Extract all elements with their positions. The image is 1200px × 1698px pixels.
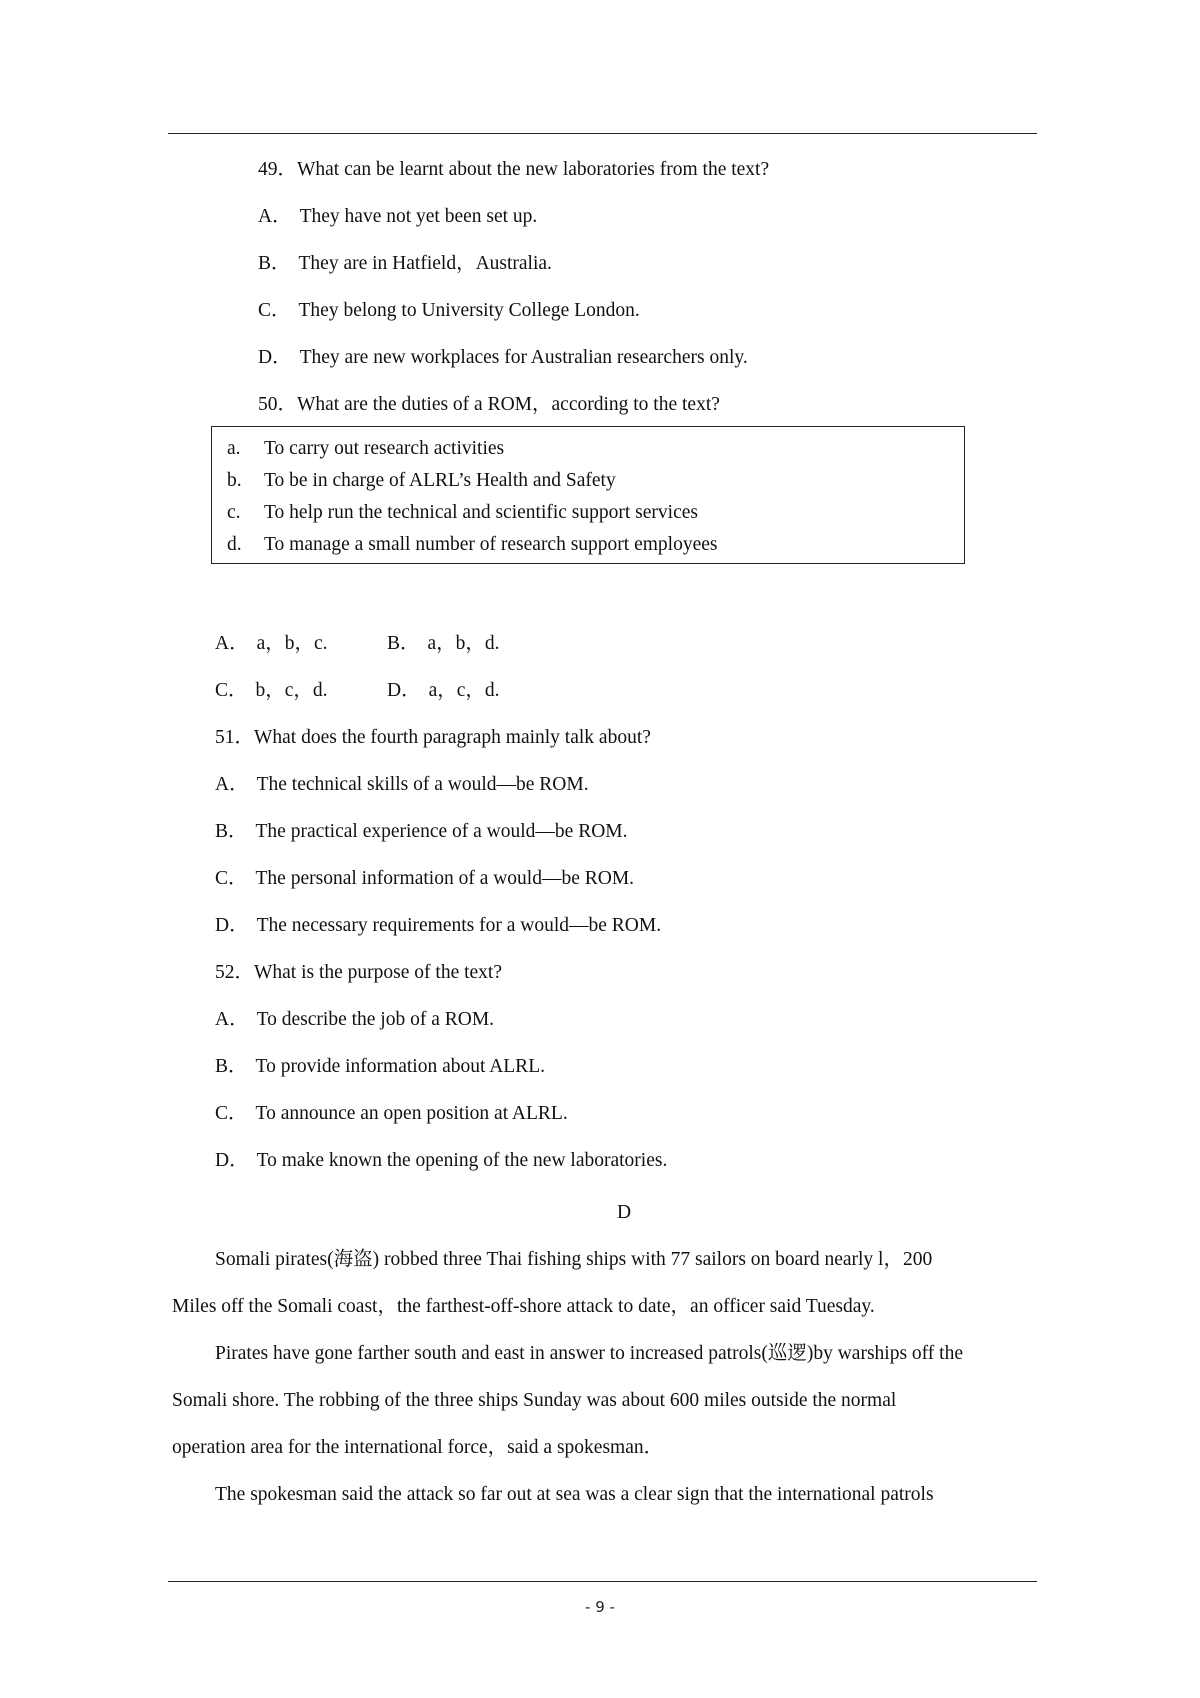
option-text: They are new workplaces for Australian researchers only. bbox=[299, 347, 748, 368]
question-51-option-d bbox=[215, 914, 661, 938]
question-50-stem: 50．What are the duties of a ROM，according to the text? bbox=[258, 394, 720, 415]
duty-label: d. bbox=[227, 534, 242, 555]
option-text: They are in Hatfield，Australia. bbox=[298, 253, 552, 274]
option-label: D． bbox=[215, 1150, 249, 1171]
option-label: A． bbox=[215, 774, 249, 795]
duty-item-a bbox=[227, 437, 504, 461]
question-49-option-c bbox=[258, 299, 640, 323]
duty-item-c bbox=[227, 501, 698, 525]
option-label: B． bbox=[215, 1056, 248, 1077]
question-51-option-a bbox=[215, 773, 589, 797]
option-label: C． bbox=[215, 680, 248, 701]
question-50-options-row-1 bbox=[215, 632, 559, 656]
question-50-option-b bbox=[387, 632, 559, 656]
question-51-option-b bbox=[215, 820, 628, 844]
duty-item-d bbox=[227, 533, 717, 557]
duty-text: To help run the technical and scientific support services bbox=[264, 502, 698, 523]
option-text: b，c，d. bbox=[255, 680, 328, 701]
option-text: The personal information of a would—be ROM. bbox=[255, 868, 635, 889]
option-text: They have not yet been set up. bbox=[299, 206, 538, 227]
question-50-option-c bbox=[215, 679, 387, 703]
option-text: To provide information about ALRL. bbox=[255, 1056, 545, 1077]
option-label: B． bbox=[387, 633, 420, 654]
question-52-option-b bbox=[215, 1055, 545, 1079]
duty-item-b bbox=[227, 469, 616, 493]
passage-line-1: Somali pirates(海盗) robbed three Thai fishing ships with 77 sailors on board nearly l，200 bbox=[215, 1249, 933, 1270]
option-text: They belong to University College London. bbox=[298, 300, 640, 321]
option-label: D． bbox=[387, 680, 421, 701]
duty-label: b. bbox=[227, 470, 242, 491]
option-text: a，b，d. bbox=[427, 633, 500, 654]
passage-line-3: Pirates have gone farther south and east in answer to increased patrols(巡逻)by warships off the bbox=[215, 1343, 963, 1364]
duty-text: To carry out research activities bbox=[264, 438, 505, 459]
question-52-stem: 52．What is the purpose of the text? bbox=[215, 962, 503, 983]
header-rule bbox=[168, 133, 1037, 134]
option-text: a，c，d. bbox=[428, 680, 500, 701]
option-label: A． bbox=[215, 633, 249, 654]
question-51-stem: 51．What does the fourth paragraph mainly talk about? bbox=[215, 727, 651, 748]
question-49-stem: 49．What can be learnt about the new laboratories from the text? bbox=[258, 159, 770, 180]
option-label: A． bbox=[258, 206, 292, 227]
option-label: D． bbox=[215, 915, 249, 936]
section-heading-d: D bbox=[616, 1202, 632, 1223]
option-text: The practical experience of a would—be ROM. bbox=[255, 821, 628, 842]
question-49-option-a bbox=[258, 205, 537, 229]
question-51-option-c bbox=[215, 867, 634, 891]
option-text: The technical skills of a would—be ROM. bbox=[256, 774, 589, 795]
option-text: To describe the job of a ROM. bbox=[256, 1009, 495, 1030]
option-label: B． bbox=[215, 821, 248, 842]
option-label: A． bbox=[215, 1009, 249, 1030]
duties-box bbox=[211, 426, 965, 564]
option-label: C． bbox=[215, 868, 248, 889]
question-50-option-a bbox=[215, 632, 387, 656]
page-number: - 9 - bbox=[585, 1598, 615, 1616]
option-text: To make known the opening of the new laboratories. bbox=[256, 1150, 668, 1171]
option-label: C． bbox=[258, 300, 291, 321]
passage-line-6: The spokesman said the attack so far out at sea was a clear sign that the international patrols bbox=[215, 1484, 934, 1505]
option-label: B． bbox=[258, 253, 291, 274]
duty-label: c. bbox=[227, 502, 241, 523]
duty-text: To be in charge of ALRL’s Health and Safety bbox=[264, 470, 616, 491]
duty-label: a. bbox=[227, 438, 241, 459]
passage-line-4: Somali shore. The robbing of the three ships Sunday was about 600 miles outside the normal bbox=[172, 1390, 897, 1411]
passage-line-5: operation area for the international force，said a spokesman． bbox=[172, 1437, 664, 1458]
question-52-option-c bbox=[215, 1102, 568, 1126]
question-50-options-row-2 bbox=[215, 679, 559, 703]
option-label: C． bbox=[215, 1103, 248, 1124]
footer-rule bbox=[168, 1581, 1037, 1582]
option-text: a，b，c. bbox=[256, 633, 328, 654]
passage-line-2: Miles off the Somali coast，the farthest-off-shore attack to date，an officer said Tuesday. bbox=[172, 1296, 875, 1317]
question-49-option-b bbox=[258, 252, 552, 276]
option-text: The necessary requirements for a would—be ROM. bbox=[256, 915, 662, 936]
option-text: To announce an open position at ALRL. bbox=[255, 1103, 568, 1124]
question-50-option-d bbox=[387, 679, 559, 703]
question-49-option-d bbox=[258, 346, 748, 370]
option-label: D． bbox=[258, 347, 292, 368]
question-52-option-d bbox=[215, 1149, 667, 1173]
duty-text: To manage a small number of research support employees bbox=[264, 534, 718, 555]
question-52-option-a bbox=[215, 1008, 494, 1032]
